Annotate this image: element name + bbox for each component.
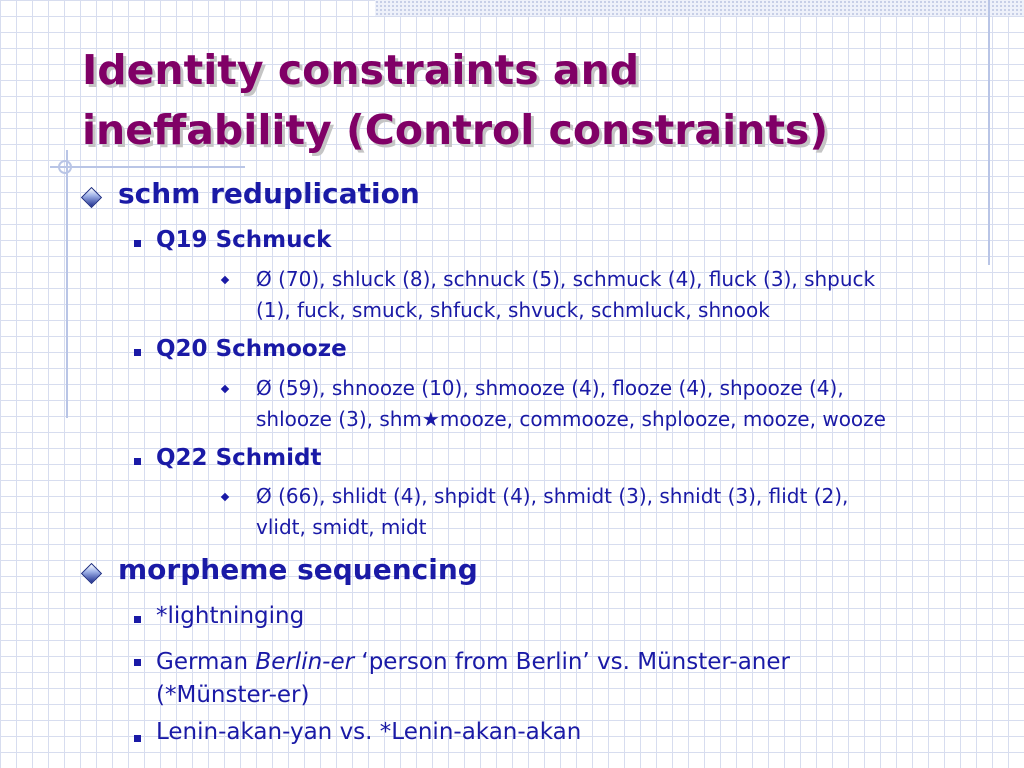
- q20-responses: [256, 373, 886, 435]
- square-bullet-icon: [134, 616, 141, 623]
- square-bullet-icon: [134, 458, 141, 465]
- q20-responses-line-1: Ø (59), shnooze (10), shmooze (4), flooze (4), shpooze (4),: [256, 376, 844, 400]
- q19-responses-line-1: Ø (70), shluck (8), schnuck (5), schmuck (4), fluck (3), shpuck: [256, 267, 876, 291]
- small-diamond-bullet-icon: [221, 385, 229, 393]
- q22-responses: [256, 481, 848, 543]
- bullet-q20: Q20 Schmooze: [156, 336, 347, 362]
- star-icon: ★: [421, 407, 440, 431]
- german-part-a: German: [156, 649, 256, 675]
- small-diamond-bullet-icon: [221, 493, 229, 501]
- german-line-2: (*Münster-er): [156, 682, 310, 708]
- q22-responses-line-1: Ø (66), shlidt (4), shpidt (4), shmidt (3), shnidt (3), flidt (2),: [256, 484, 849, 508]
- bullet-lightninging: *lightninging: [156, 603, 305, 629]
- q20-line2-part-a: shlooze (3), shm: [256, 407, 422, 431]
- bullet-q22: Q22 Schmidt: [156, 445, 322, 471]
- q20-line2-part-b: mooze, commooze, shplooze, mooze, wooze: [439, 407, 886, 431]
- title-line-2: ineffability (Control constraints): [82, 106, 829, 154]
- diamond-bullet-icon: [81, 187, 102, 208]
- q22-responses-line-2: vlidt, smidt, midt: [256, 515, 427, 539]
- square-bullet-icon: [134, 659, 141, 666]
- square-bullet-icon: [134, 735, 141, 742]
- small-diamond-bullet-icon: [221, 276, 229, 284]
- bullet-schm-reduplication: schm reduplication: [118, 177, 420, 210]
- q19-responses: [256, 264, 875, 326]
- title-line-1: Identity constraints and: [82, 46, 640, 94]
- berlin-er-italic: Berlin-er: [255, 649, 355, 675]
- bullet-german-berlin: [156, 646, 790, 712]
- square-bullet-icon: [134, 349, 141, 356]
- bullet-morpheme-sequencing: morpheme sequencing: [118, 553, 478, 586]
- q20-responses-line-2: [256, 404, 886, 435]
- square-bullet-icon: [134, 240, 141, 247]
- diamond-bullet-icon: [81, 563, 102, 584]
- german-part-b: ‘person from Berlin’ vs. Münster-aner: [354, 649, 790, 675]
- bullet-lenin-akan: Lenin-akan-yan vs. *Lenin-akan-akan: [156, 719, 582, 745]
- bullet-q19: Q19 Schmuck: [156, 227, 332, 253]
- q19-responses-line-2: (1), fuck, smuck, shfuck, shvuck, schmluck, shnook: [256, 298, 770, 322]
